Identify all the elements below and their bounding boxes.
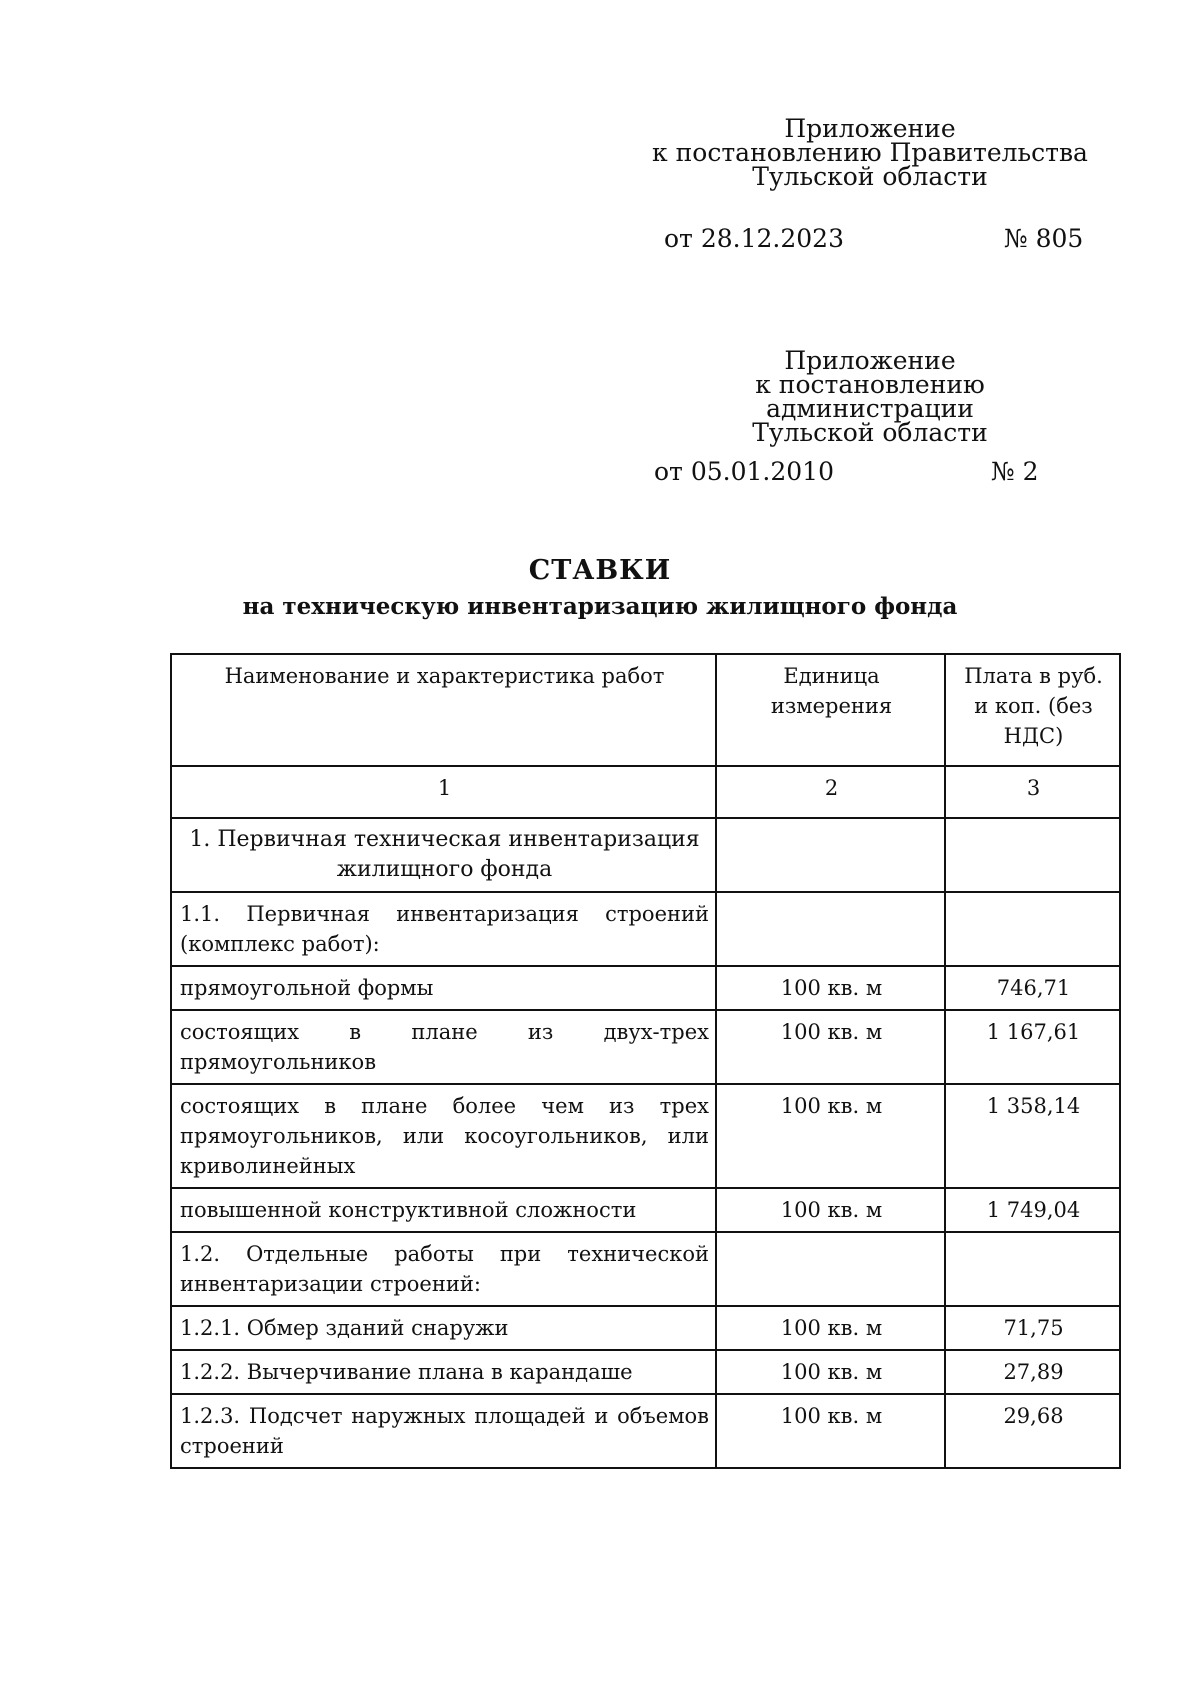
appendix-region-line: Тульской области	[752, 162, 988, 191]
work-unit: 100 кв. м	[716, 1010, 945, 1084]
section-row	[171, 818, 1120, 892]
work-unit: 100 кв. м	[716, 1306, 945, 1350]
appendix-block-government	[650, 114, 1090, 191]
work-unit: 100 кв. м	[716, 1350, 945, 1394]
appendix-resolution-line: к постановлению администрации	[755, 370, 985, 423]
document-subtitle: на техническую инвентаризацию жилищного фонда	[242, 593, 958, 620]
header-work-name: Наименование и характеристика работ	[171, 654, 716, 766]
table-row	[171, 1350, 1120, 1394]
work-price: 29,68	[945, 1394, 1120, 1468]
work-name: повышенной конструктивной сложности	[171, 1188, 716, 1232]
appendix-date-government: от 28.12.2023	[664, 224, 844, 253]
table-row	[171, 1394, 1120, 1468]
appendix-label: Приложение	[784, 114, 956, 143]
appendix-region-line: Тульской области	[752, 418, 988, 447]
work-price: 746,71	[945, 966, 1120, 1010]
appendix-number-administration: № 2	[991, 457, 1039, 486]
appendix-label: Приложение	[784, 346, 956, 375]
section-title: 1. Первичная техническая инвентаризация жилищного фонда	[171, 818, 716, 892]
work-name: 1.2.2. Вычерчивание плана в карандаше	[171, 1350, 716, 1394]
work-unit: 100 кв. м	[716, 966, 945, 1010]
work-unit: 100 кв. м	[716, 1188, 945, 1232]
work-price: 27,89	[945, 1350, 1120, 1394]
work-name: 1.2.1. Обмер зданий снаружи	[171, 1306, 716, 1350]
empty-cell	[716, 1232, 945, 1306]
empty-cell	[945, 892, 1120, 966]
column-number: 1	[171, 766, 716, 818]
work-price: 1 749,04	[945, 1188, 1120, 1232]
work-unit: 100 кв. м	[716, 1394, 945, 1468]
column-number-row	[171, 766, 1120, 818]
work-name: прямоугольной формы	[171, 966, 716, 1010]
column-number: 3	[945, 766, 1120, 818]
column-number: 2	[716, 766, 945, 818]
table-row	[171, 1084, 1120, 1188]
header-unit: Единица измерения	[716, 654, 945, 766]
empty-cell	[716, 892, 945, 966]
table-row	[171, 1188, 1120, 1232]
table-header-row	[171, 654, 1120, 766]
work-unit: 100 кв. м	[716, 1084, 945, 1188]
subsection-title: 1.2. Отдельные работы при технической инвентаризации строений:	[171, 1232, 716, 1306]
work-name: состоящих в плане из двух-трех прямоугольников	[171, 1010, 716, 1084]
work-price: 1 358,14	[945, 1084, 1120, 1188]
appendix-date-administration: от 05.01.2010	[654, 457, 834, 486]
empty-cell	[945, 818, 1120, 892]
table-row	[171, 1306, 1120, 1350]
empty-cell	[716, 818, 945, 892]
rates-table	[170, 653, 1121, 1469]
document-title: СТАВКИ	[528, 555, 672, 586]
subsection-title: 1.1. Первичная инвентаризация строений (комплекс работ):	[171, 892, 716, 966]
empty-cell	[945, 1232, 1120, 1306]
table-row	[171, 1010, 1120, 1084]
work-price: 1 167,61	[945, 1010, 1120, 1084]
subsection-row	[171, 892, 1120, 966]
work-name: 1.2.3. Подсчет наружных площадей и объемов строений	[171, 1394, 716, 1468]
appendix-block-administration	[650, 346, 1090, 447]
header-price: Плата в руб. и коп. (без НДС)	[945, 654, 1120, 766]
appendix-number-government: № 805	[1004, 224, 1084, 253]
subsection-row	[171, 1232, 1120, 1306]
appendix-resolution-line: к постановлению Правительства	[652, 138, 1088, 167]
work-name: состоящих в плане более чем из трех прямоугольников, или косоугольников, или криволинейных	[171, 1084, 716, 1188]
table-row	[171, 966, 1120, 1010]
work-price: 71,75	[945, 1306, 1120, 1350]
